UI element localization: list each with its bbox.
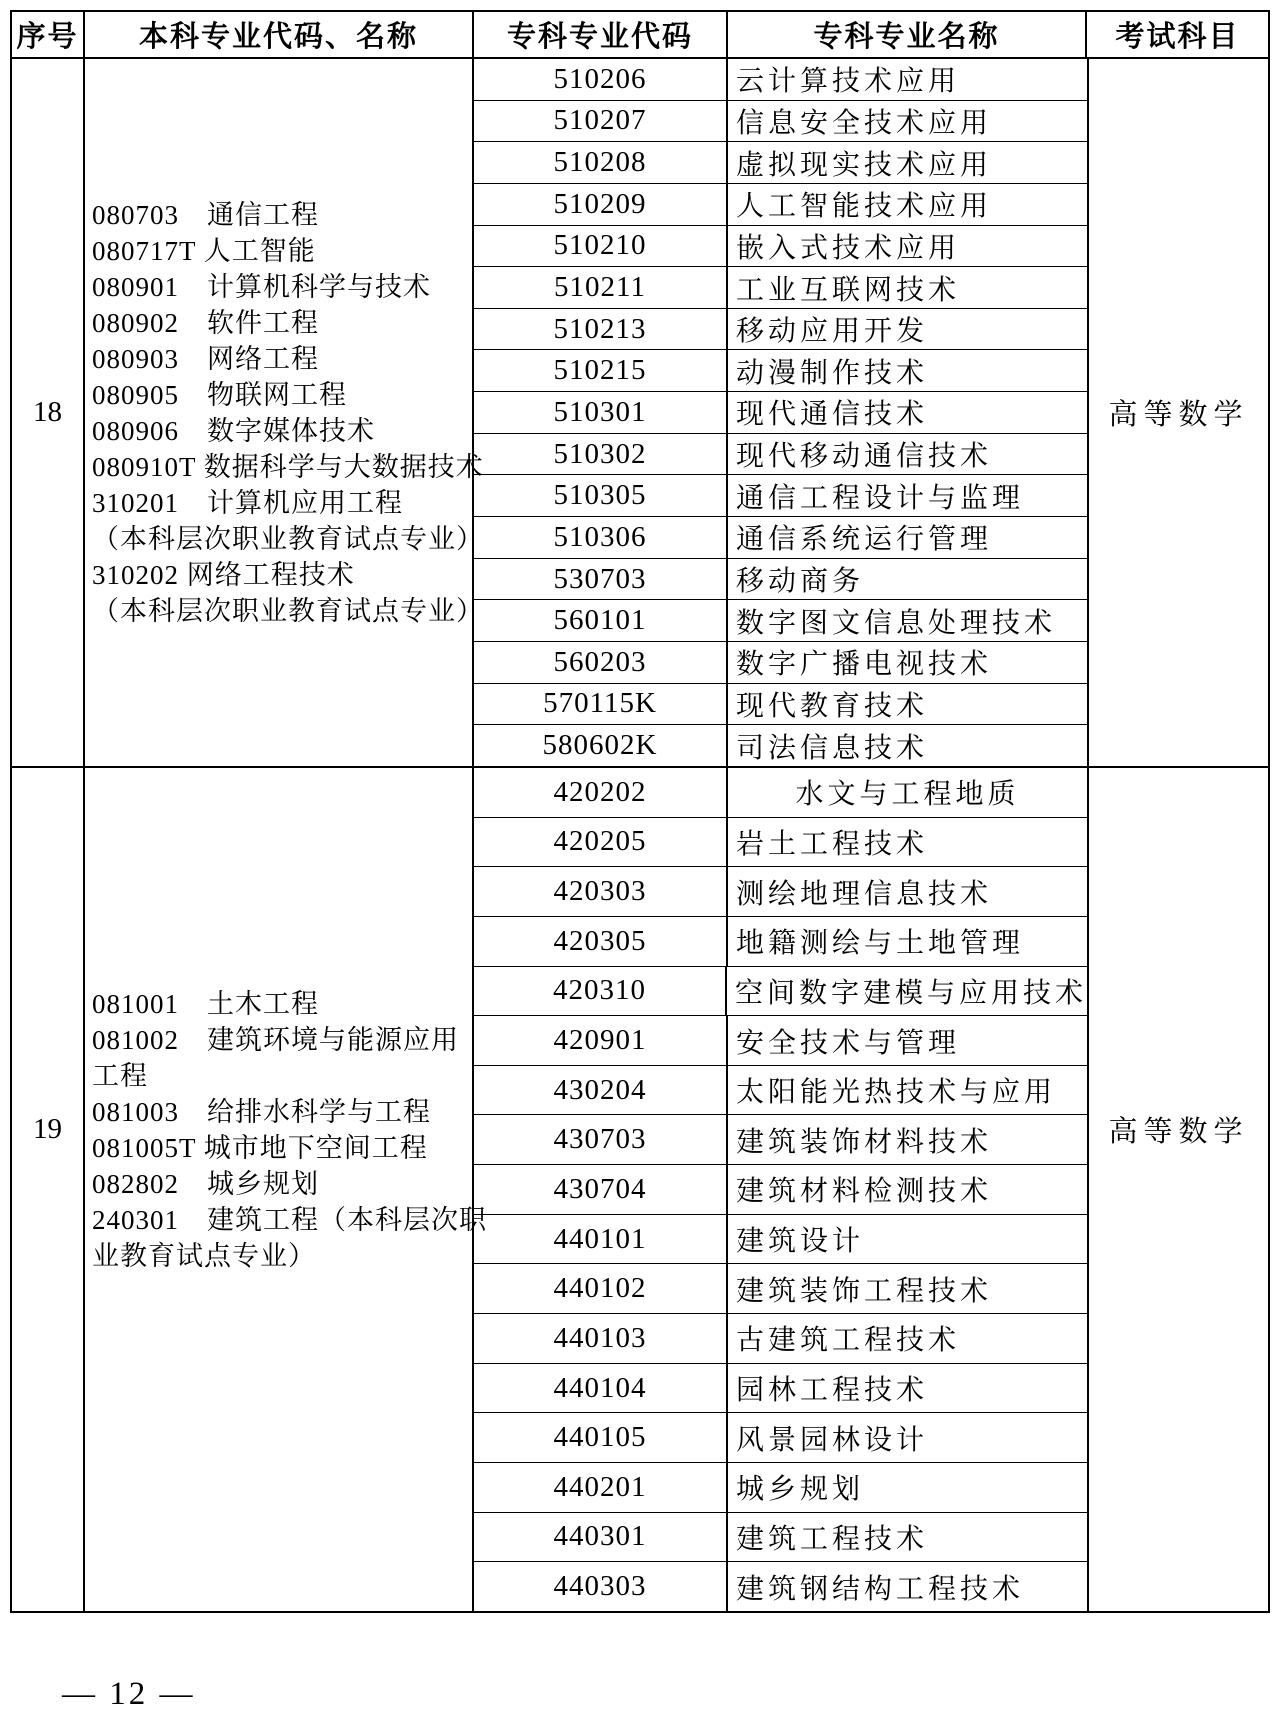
junior-major-name-cell: 水文与工程地质 [795,779,1020,811]
junior-major-name-cell: 现代移动通信技术 [736,441,993,473]
table-row-18 [12,59,1268,766]
junior-major-subrow [474,1115,1087,1165]
junior-major-name-cell: 信息安全技术应用 [736,107,993,139]
header-junior-major-name: 专科专业名称 [728,12,1087,57]
junior-major-name-cell: 太阳能光热技术与应用 [736,1077,1057,1109]
junior-major-code-cell: 440102 [474,1264,728,1313]
undergrad-major-line: 081002 建筑环境与能源应用 [92,1024,459,1055]
junior-major-name-cell: 风景园林设计 [736,1424,929,1456]
undergrad-major-line: 310201 计算机应用工程 [92,487,403,518]
junior-major-subrow [474,725,1087,766]
junior-major-subrow [474,967,1087,1017]
junior-major-code-cell: 420202 [474,768,728,817]
junior-major-code-cell: 510209 [474,184,728,225]
exam-subject-cell: 高等数学 [1087,768,1268,1611]
undergrad-major-line: 业教育试点专业） [92,1240,316,1271]
junior-major-subrow [474,392,1087,434]
exam-subject-cell: 高等数学 [1087,59,1268,766]
junior-major-name-cell: 数字图文信息处理技术 [736,607,1057,639]
junior-major-subrow [474,434,1087,476]
junior-major-name-cell: 嵌入式技术应用 [736,232,961,264]
junior-major-code-cell: 510208 [474,142,728,183]
undergrad-major-line: 080910T 数据科学与大数据技术 [92,451,484,482]
junior-major-code-cell: 510206 [474,59,728,100]
junior-major-subrow [474,768,1087,818]
junior-major-code-cell: 440103 [474,1314,728,1363]
junior-major-name-cell: 动漫制作技术 [736,357,929,389]
junior-major-subrow [474,600,1087,642]
junior-major-name-cell: 城乡规划 [736,1474,865,1506]
junior-major-subrow [474,309,1087,351]
junior-major-subrow [474,1562,1087,1611]
junior-major-name-cell: 通信系统运行管理 [736,524,993,556]
junior-major-code-cell: 420310 [474,967,727,1016]
junior-major-subrow [474,818,1087,868]
junior-major-name-cell: 虚拟现实技术应用 [736,149,993,181]
junior-major-code-cell: 510306 [474,517,728,558]
junior-major-code-cell: 420305 [474,917,728,966]
undergrad-major-line: 310202 网络工程技术 [92,559,355,590]
undergrad-major-line: 080905 物联网工程 [92,379,347,410]
junior-major-subrow [474,559,1087,601]
junior-major-name-cell: 人工智能技术应用 [736,191,993,223]
undergrad-majors-cell [85,59,484,766]
junior-major-subrow [474,867,1087,917]
undergrad-major-line: 080902 软件工程 [92,307,319,338]
table-header-row [12,12,1268,59]
junior-major-subrow [474,1413,1087,1463]
junior-major-code-cell: 510213 [474,309,728,350]
undergrad-major-line: 080901 计算机科学与技术 [92,271,431,302]
undergrad-major-line: 080703 通信工程 [92,199,319,230]
junior-major-code-cell: 510215 [474,350,728,391]
junior-major-subrow [474,1463,1087,1513]
junior-major-subrow [474,350,1087,392]
junior-major-code-cell: 580602K [474,725,728,766]
undergrad-major-line: 081003 给排水科学与工程 [92,1096,431,1127]
junior-major-code-cell: 560101 [474,600,728,641]
junior-major-name-cell: 测绘地理信息技术 [736,878,993,910]
junior-major-code-cell: 440201 [474,1463,728,1512]
undergrad-major-line: 240301 建筑工程（本科层次职 [92,1204,487,1235]
junior-major-name-cell: 空间数字建模与应用技术 [734,977,1087,1009]
junior-major-subrow [474,267,1087,309]
header-exam-subject: 考试科目 [1115,21,1240,53]
serial-number-cell: 18 [12,59,85,766]
undergrad-major-line: 081005T 城市地下空间工程 [92,1132,428,1163]
junior-major-name-cell: 云计算技术应用 [736,66,961,98]
junior-major-code-cell: 510210 [474,226,728,267]
junior-major-name-cell: 移动应用开发 [736,316,929,348]
junior-major-name-cell: 园林工程技术 [736,1375,929,1406]
junior-major-code-cell: 530703 [474,559,728,600]
junior-major-name-cell: 现代教育技术 [736,690,929,722]
junior-major-name-cell: 建筑材料检测技术 [736,1176,993,1208]
junior-major-subrow [474,517,1087,559]
junior-major-subrow [474,642,1087,684]
junior-major-code-cell: 510301 [474,392,728,433]
undergrad-major-line: 080906 数字媒体技术 [92,415,375,446]
header-serial-number: 序号 [12,12,85,57]
junior-major-code-cell: 430703 [474,1115,728,1164]
junior-major-subrow [474,226,1087,268]
junior-major-name-cell: 古建筑工程技术 [736,1325,961,1357]
majors-mapping-table [10,10,1270,1613]
junior-major-name-cell: 岩土工程技术 [736,828,929,860]
junior-major-code-cell: 420205 [474,818,728,867]
junior-major-code-cell: 440301 [474,1513,728,1562]
undergrad-major-line: 080903 网络工程 [92,343,319,374]
junior-major-subrow [474,1314,1087,1364]
junior-major-subrow [474,917,1087,967]
junior-major-code-cell: 440101 [474,1215,728,1264]
junior-major-code-cell: 570115K [474,684,728,725]
junior-major-code-cell: 440104 [474,1364,728,1413]
undergrad-major-line: （本科层次职业教育试点专业） [92,523,484,554]
junior-major-name-cell: 建筑装饰材料技术 [736,1126,993,1158]
junior-major-name-cell: 安全技术与管理 [736,1027,961,1059]
header-undergrad-major-code-name: 本科专业代码、名称 [85,12,474,57]
junior-major-subrow [474,475,1087,517]
junior-major-code-cell: 510305 [474,475,728,516]
junior-major-name-cell: 地籍测绘与土地管理 [736,928,1025,960]
junior-major-name-cell: 司法信息技术 [736,732,929,764]
junior-majors-subrows [474,59,1087,766]
junior-major-name-cell: 通信工程设计与监理 [736,482,1025,514]
junior-major-code-cell: 440105 [474,1413,728,1462]
junior-major-name-cell: 建筑工程技术 [736,1523,929,1555]
junior-major-code-cell: 510302 [474,434,728,475]
junior-major-code-cell: 510211 [474,267,728,308]
junior-major-name-cell: 数字广播电视技术 [736,649,993,681]
junior-major-subrow [474,101,1087,143]
junior-major-subrow [474,1066,1087,1116]
junior-major-code-cell: 420303 [474,867,728,916]
junior-major-code-cell: 430204 [474,1066,728,1115]
undergrad-major-line: 080717T 人工智能 [92,235,316,266]
undergrad-major-line: （本科层次职业教育试点专业） [92,595,484,626]
junior-major-name-cell: 现代通信技术 [736,399,929,431]
junior-major-subrow [474,1264,1087,1314]
undergrad-major-line: 082802 城乡规划 [92,1168,319,1199]
junior-major-subrow [474,1165,1087,1215]
undergrad-majors-cell [85,768,487,1611]
junior-major-code-cell: 440303 [474,1562,728,1611]
junior-major-name-cell: 建筑设计 [736,1226,865,1258]
undergrad-major-line: 081001 土木工程 [92,988,319,1019]
junior-major-subrow [474,59,1087,101]
serial-number-cell: 19 [12,768,85,1611]
junior-major-code-cell: 430704 [474,1165,728,1214]
junior-major-code-cell: 510207 [474,101,728,142]
junior-major-subrow [474,184,1087,226]
junior-major-name-cell: 移动商务 [736,566,865,597]
junior-major-subrow [474,1215,1087,1265]
header-junior-major-code: 专科专业代码 [474,12,728,57]
table-row-19 [12,766,1268,1611]
undergrad-major-line: 工程 [92,1060,148,1091]
junior-major-subrow [474,1513,1087,1563]
junior-major-subrow [474,1364,1087,1414]
junior-major-subrow [474,142,1087,184]
junior-major-name-cell: 工业互联网技术 [736,274,961,306]
junior-major-subrow [474,684,1087,726]
page-number: — 12 — [62,1676,196,1712]
junior-major-code-cell: 560203 [474,642,728,683]
junior-major-name-cell: 建筑钢结构工程技术 [736,1573,1025,1605]
junior-majors-subrows [474,768,1087,1611]
junior-major-code-cell: 420901 [474,1016,728,1065]
junior-major-name-cell: 建筑装饰工程技术 [736,1275,993,1307]
junior-major-subrow [474,1016,1087,1066]
